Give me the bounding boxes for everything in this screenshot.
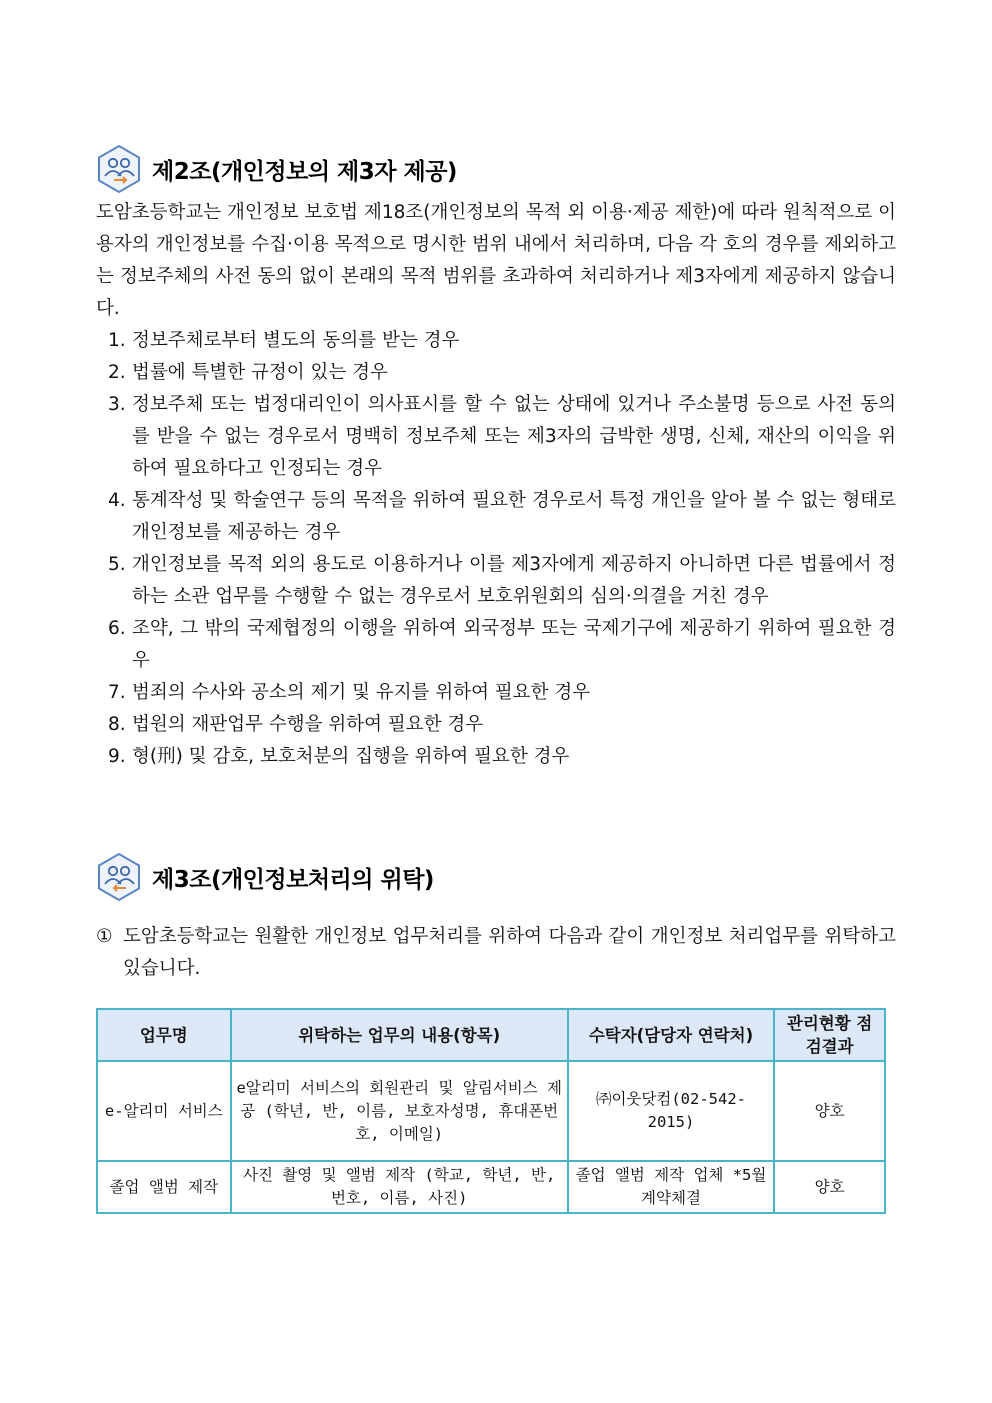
clause-text: 도암초등학교는 원활한 개인정보 업무처리를 위하여 다음과 같이 개인정보 처리업무를 위탁하고 있습니다. [123,926,896,979]
table-cell: 사진 촬영 및 앨범 제작 (학교, 학년, 반, 번호, 이름, 사진) [231,1161,568,1213]
article2-list [108,325,896,773]
article3-title: 제3조(개인정보처리의 위탁) [152,866,434,893]
article3-heading [96,852,434,902]
table-row [97,1061,885,1161]
table-cell: e-알리미 서비스 [97,1061,231,1161]
header-status: 관리현황 점검결과 [774,1009,885,1061]
list-item: 2. 법률에 특별한 규정이 있는 경우 [108,362,388,383]
table-cell: 졸업 앨범 제작 업체 *5월 계약체결 [568,1161,775,1213]
list-item: 8. 법원의 재판업무 수행을 위하여 필요한 경우 [108,714,484,735]
article3-clause [96,921,896,985]
header-content: 위탁하는 업무의 내용(항목) [231,1009,568,1061]
clause-mark: ① [96,926,113,947]
list-item: 4. 통계작성 및 학술연구 등의 목적을 위하여 필요한 경우로서 특정 개인을 알아 볼 수 없는 형태로 개인정보를 제공하는 경우 [108,490,896,543]
people-share-icon [96,144,142,194]
article2-heading [96,144,457,194]
table-row [97,1161,885,1213]
list-item: 1. 정보주체로부터 별도의 동의를 받는 경우 [108,330,460,351]
table-cell: ㈜이웃닷컴(02-542-2015) [568,1061,775,1161]
list-item: 6. 조약, 그 밖의 국제협정의 이행을 위하여 외국정부 또는 국제기구에 제공하기 위하여 필요한 경우 [108,618,896,671]
header-task: 업무명 [97,1009,231,1061]
table-cell: 양호 [774,1061,885,1161]
list-item: 9. 형(刑) 및 감호, 보호처분의 집행을 위하여 필요한 경우 [108,746,570,767]
table-cell: 양호 [774,1161,885,1213]
article2-intro: 도암초등학교는 개인정보 보호법 제18조(개인정보의 목적 외 이용·제공 제한)에 따라 원칙적으로 이용자의 개인정보를 수집·이용 목적으로 명시한 범위 내에서 처리하며, 다음 각 호의 경우를 제외하고는 정보주체의 사전 동의 없이 본래의 목적 범위를 초과하여 처리하거나 제3자에게 제공하지 않습니다. [96,202,896,319]
table-header-row [97,1009,885,1061]
people-consign-icon [96,852,142,902]
consignment-table [96,1008,886,1214]
list-item: 5. 개인정보를 목적 외의 용도로 이용하거나 이를 제3자에게 제공하지 아니하면 다른 법률에서 정하는 소관 업무를 수행할 수 없는 경우로서 보호위원회의 심의·의결을 거친 경우 [108,554,896,607]
list-item: 7. 범죄의 수사와 공소의 제기 및 유지를 위하여 필요한 경우 [108,682,591,703]
table-cell: e알리미 서비스의 회원관리 및 알림서비스 제공 (학년, 반, 이름, 보호자성명, 휴대폰번호, 이메일) [231,1061,568,1161]
article2-title: 제2조(개인정보의 제3자 제공) [152,158,457,185]
header-trustee: 수탁자(담당자 연락처) [568,1009,775,1061]
list-item: 3. 정보주체 또는 법정대리인이 의사표시를 할 수 없는 상태에 있거나 주소불명 등으로 사전 동의를 받을 수 없는 경우로서 명백히 정보주체 또는 제3자의 급박한 생명, 신체, 재산의 이익을 위하여 필요하다고 인정되는 경우 [108,394,896,479]
table-cell: 졸업 앨범 제작 [97,1161,231,1213]
